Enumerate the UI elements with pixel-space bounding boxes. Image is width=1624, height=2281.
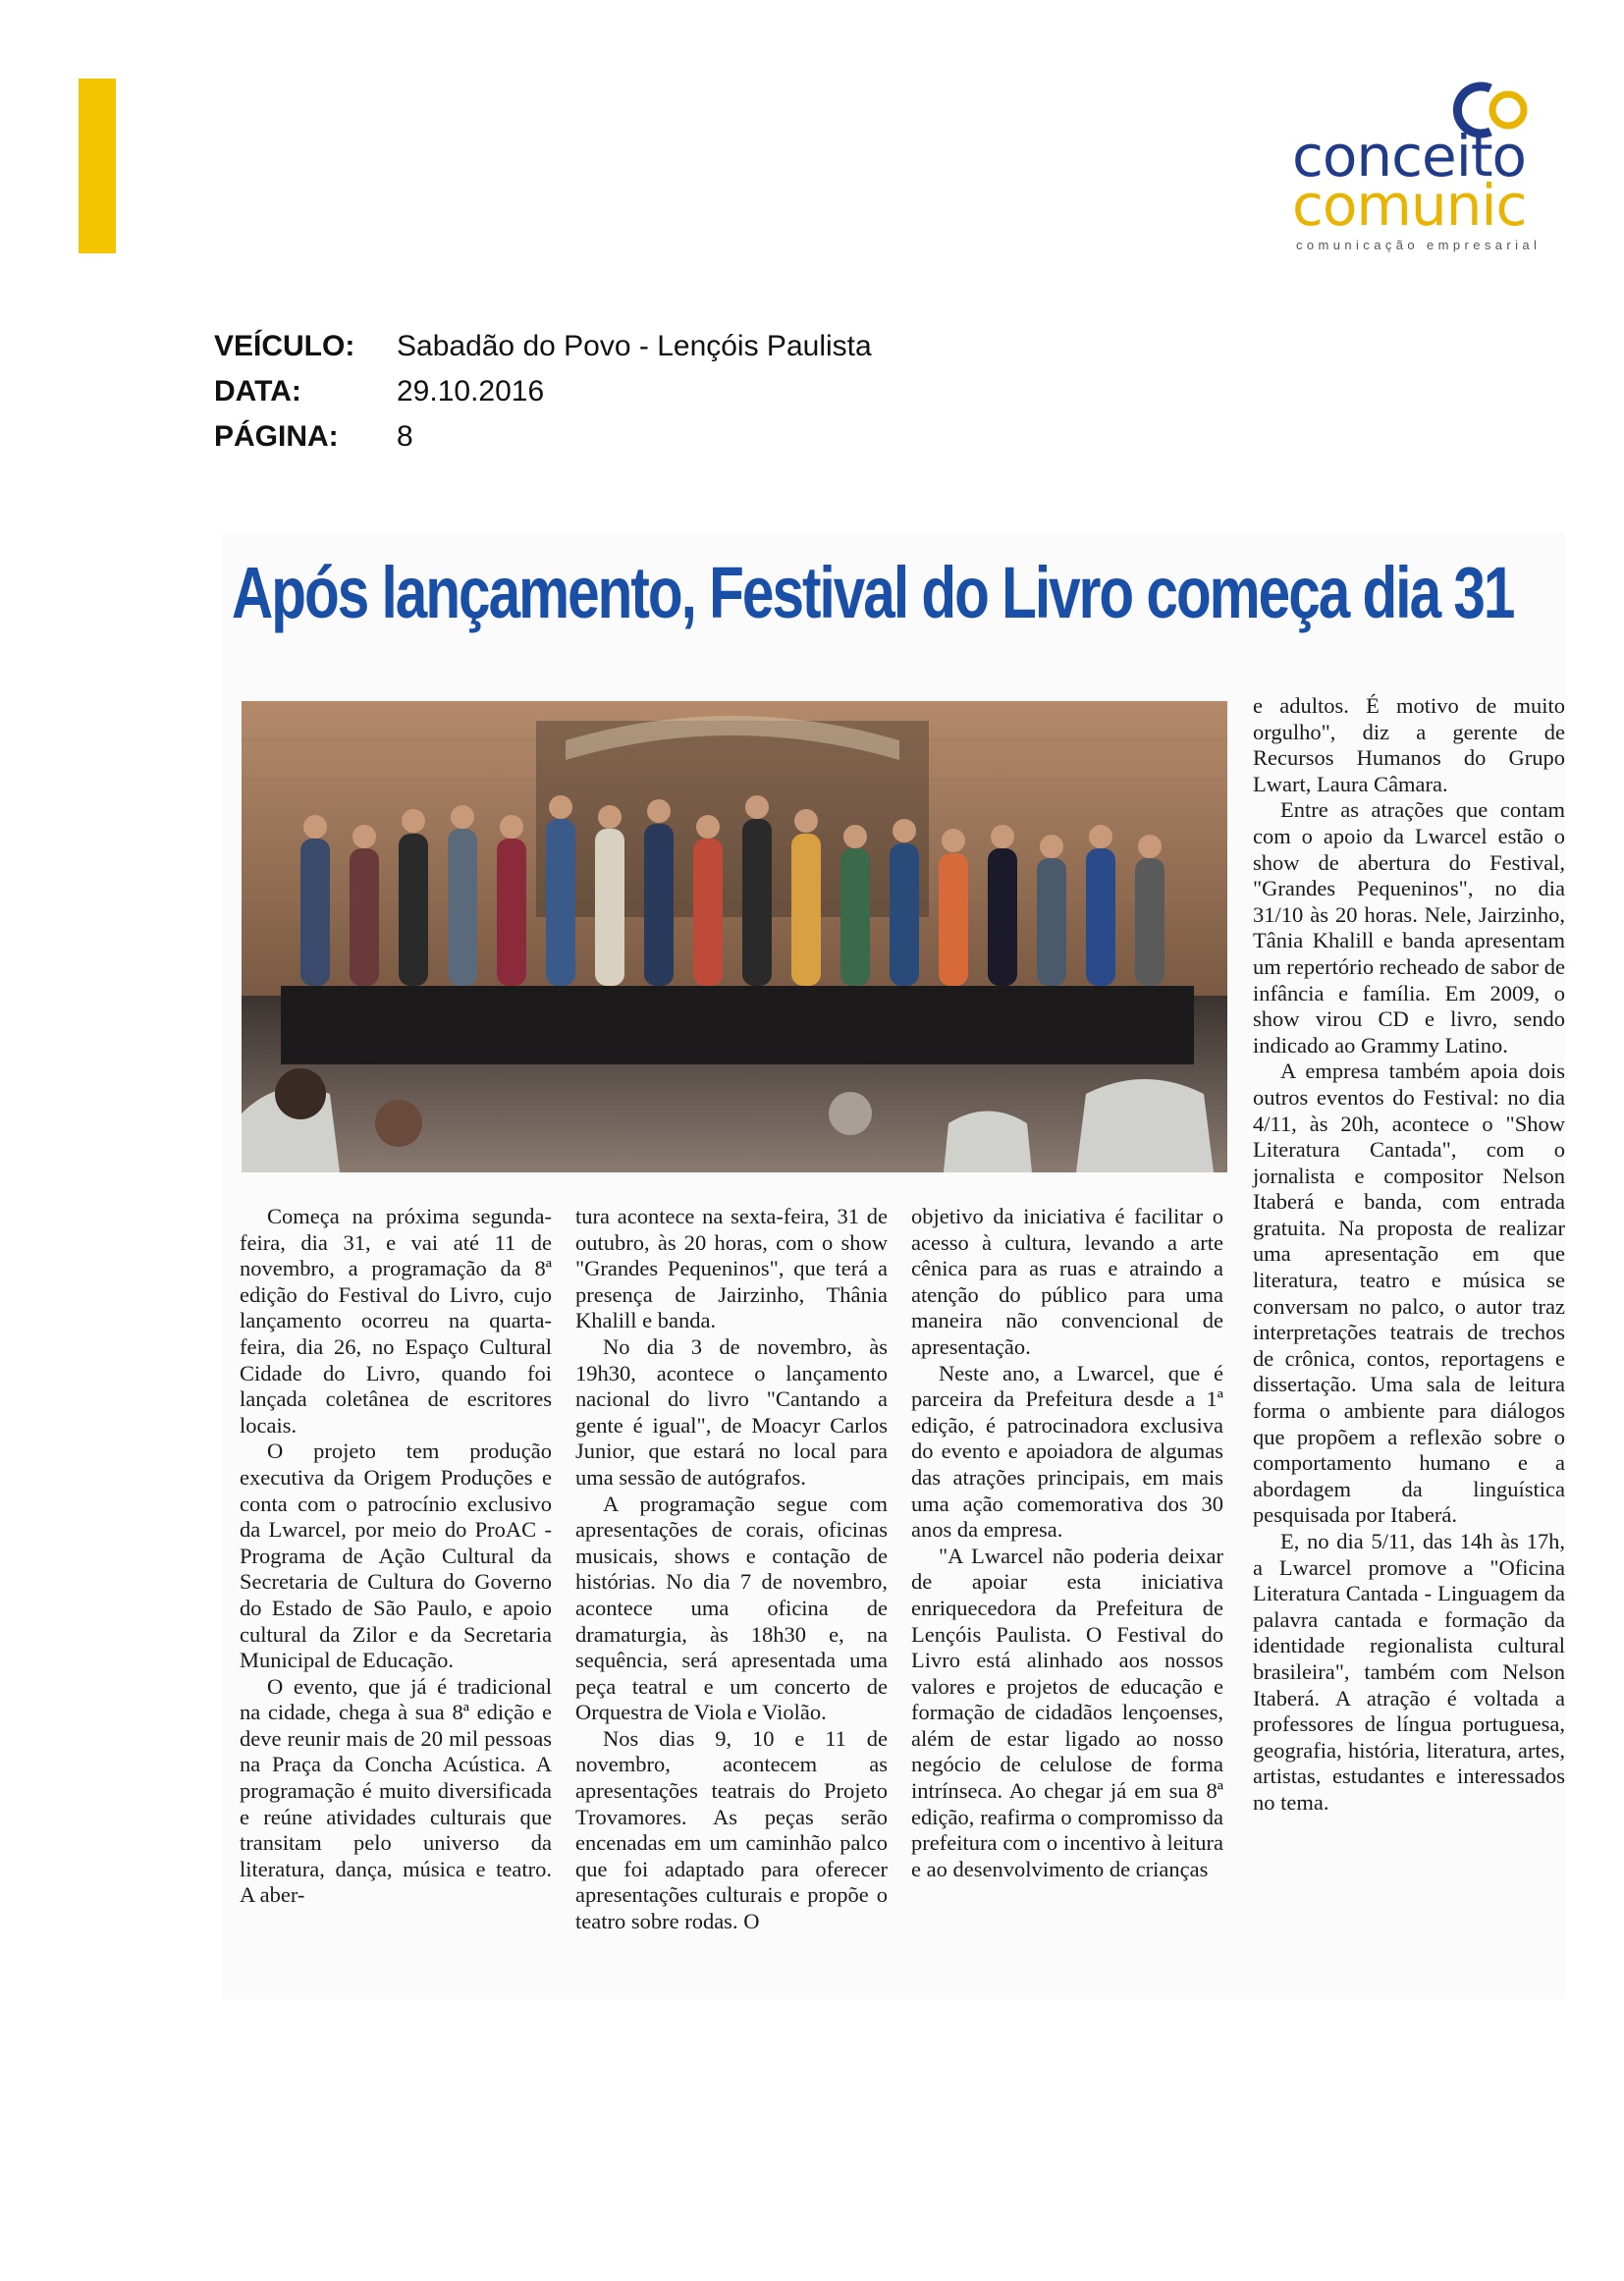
article-headline: Após lançamento, Festival do Livro começa dia 31 (232, 552, 1514, 633)
veiculo-value: Sabadão do Povo - Lençóis Paulista (397, 330, 872, 362)
clipping-metadata (214, 324, 872, 460)
col1-paragraph: Começa na próxima segunda-feira, dia 31, e vai até 11 de novembro, a programação da 8ª edição do Festival do Livro, cujo lançamento ocorreu na quarta-feira, dia 26, no Espaço Cultural Cidade do Livro, quando foi lançada coletânea de escritores locais. (240, 1204, 552, 1438)
col4-paragraph: e adultos. É motivo de muito orgulho", diz a gerente de Recursos Humanos do Grupo Lwart, Laura Câmara. (1253, 693, 1565, 796)
col2-paragraph: tura acontece na sexta-feira, 31 de outubro, às 20 horas, com o show "Grandes Pequeninos", que terá a presença de Jairzinho, Thânia Khalill e banda. (575, 1204, 888, 1333)
article-column-2 (575, 1204, 888, 1935)
col4-paragraph: Entre as atrações que contam com o apoio da Lwarcel estão o show de abertura do Festival, "Grandes Pequeninos", no dia 31/10 às 20 horas. Nele, Jairzinho, Tânia Khalill e banda apresentam um repertório recheado de sabor de infância e família. Em 2009, o show virou CD e livro, sendo indicado ao Grammy Latino. (1253, 797, 1565, 1058)
logo-text-conceito: conceito (1292, 123, 1527, 190)
data-value: 29.10.2016 (397, 375, 545, 407)
col2-paragraph: No dia 3 de novembro, às 19h30, acontece o lançamento nacional do livro "Cantando a gente é igual", de Moacyr Carlos Junior, que estará no local para uma sessão de autógrafos. (575, 1333, 888, 1490)
col2-paragraph: A programação segue com apresentações de corais, oficinas musicais, shows e contação de histórias. No dia 7 de novembro, acontece uma oficina de dramaturgia, às 18h30 e, na sequência, será apresentada uma peça teatral e um concerto de Orquestra de Viola e Violão. (575, 1491, 888, 1725)
col3-paragraph: "A Lwarcel não poderia deixar de apoiar esta iniciativa enriquecedora da Prefeitura de Lençóis Paulista. O Festival do Livro está alinhado aos nossos valores e projetos de educação e formação de cidadãos lençoenses, além de estar ligado ao nosso negócio de celulose de forma intrínseca. Ao chegar já em sua 8ª edição, reafirma o compromisso da prefeitura com o incentivo à leitura e ao desenvolvimento de crianças (911, 1543, 1223, 1881)
col1-paragraph: O evento, que já é tradicional na cidade, chega à sua 8ª edição e deve reunir mais de 20 mil pessoas na Praça da Concha Acústica. A programação é muito diversificada e reúne atividades culturais que transitam pelo universo da literatura, dança, música e teatro. A aber- (240, 1673, 552, 1908)
col3-paragraph: objetivo da iniciativa é facilitar o acesso à cultura, levando a arte cênica para as ruas e atraindo a atenção do público para uma maneira não convencional de apresentação. (911, 1204, 1223, 1359)
meta-row-data (214, 369, 872, 414)
logo-text-comunic: comunic (1292, 172, 1527, 239)
col3-paragraph: Neste ano, a Lwarcel, que é parceira da Prefeitura desde a 1ª edição, é patrocinadora exclusiva do evento e apoiadora de algumas das atrações principais, em mais uma ação comemorativa dos 30 anos da empresa. (911, 1360, 1223, 1543)
yellow-accent-bar (79, 79, 116, 253)
veiculo-label: VEÍCULO: (214, 330, 355, 362)
pagina-label: PÁGINA: (214, 420, 339, 453)
conceito-comunic-logo (1276, 79, 1571, 265)
article-column-3 (911, 1204, 1223, 1882)
meta-row-veiculo (214, 324, 872, 369)
col4-paragraph: E, no dia 5/11, das 14h às 17h, a Lwarcel promove a "Oficina Literatura Cantada - Linguagem da palavra cantada e formação da identidade regionalista cultural brasileira", também com Nelson Itaberá. A atração é voltada a professores de língua portuguesa, geografia, história, literatura, artes, artistas, estudantes e interessados no tema. (1253, 1529, 1565, 1815)
logo-tagline: comunicação empresarial (1296, 238, 1542, 252)
article-column-4 (1253, 693, 1565, 1817)
col2-paragraph: Nos dias 9, 10 e 11 de novembro, acontecem as apresentações teatrais do Projeto Trovamores. As peças serão encenadas em um caminhão palco que foi adaptado para oferecer apresentações culturais e propõe o teatro sobre rodas. O (575, 1725, 888, 1934)
meta-row-pagina (214, 414, 872, 460)
data-label: DATA: (214, 375, 301, 407)
event-photo (242, 701, 1227, 1172)
article-column-1 (240, 1204, 552, 1909)
col1-paragraph: O projeto tem produção executiva da Origem Produções e conta com o patrocínio exclusivo da Lwarcel, por meio do ProAC - Programa de Ação Cultural da Secretaria de Cultura do Governo do Estado de São Paulo, e apoio cultural da Zilor e da Secretaria Municipal de Educação. (240, 1439, 552, 1673)
col4-paragraph: A empresa também apoia dois outros eventos do Festival: no dia 4/11, às 20h, acontece o "Show Literatura Cantada", com o jornalista e compositor Nelson Itaberá e banda, com entrada gratuita. Na proposta de realizar uma apresentação em que literatura, teatro e música se conversam no palco, o autor traz interpretações teatrais de trechos de crônica, contos, reportagens e dissertação. Uma sala de leitura forma o ambiente para diálogos que propõem a reflexão sobre o comportamento humano e a abordagem da linguística pesquisada por Itaberá. (1253, 1059, 1565, 1528)
pagina-value: 8 (397, 420, 413, 453)
